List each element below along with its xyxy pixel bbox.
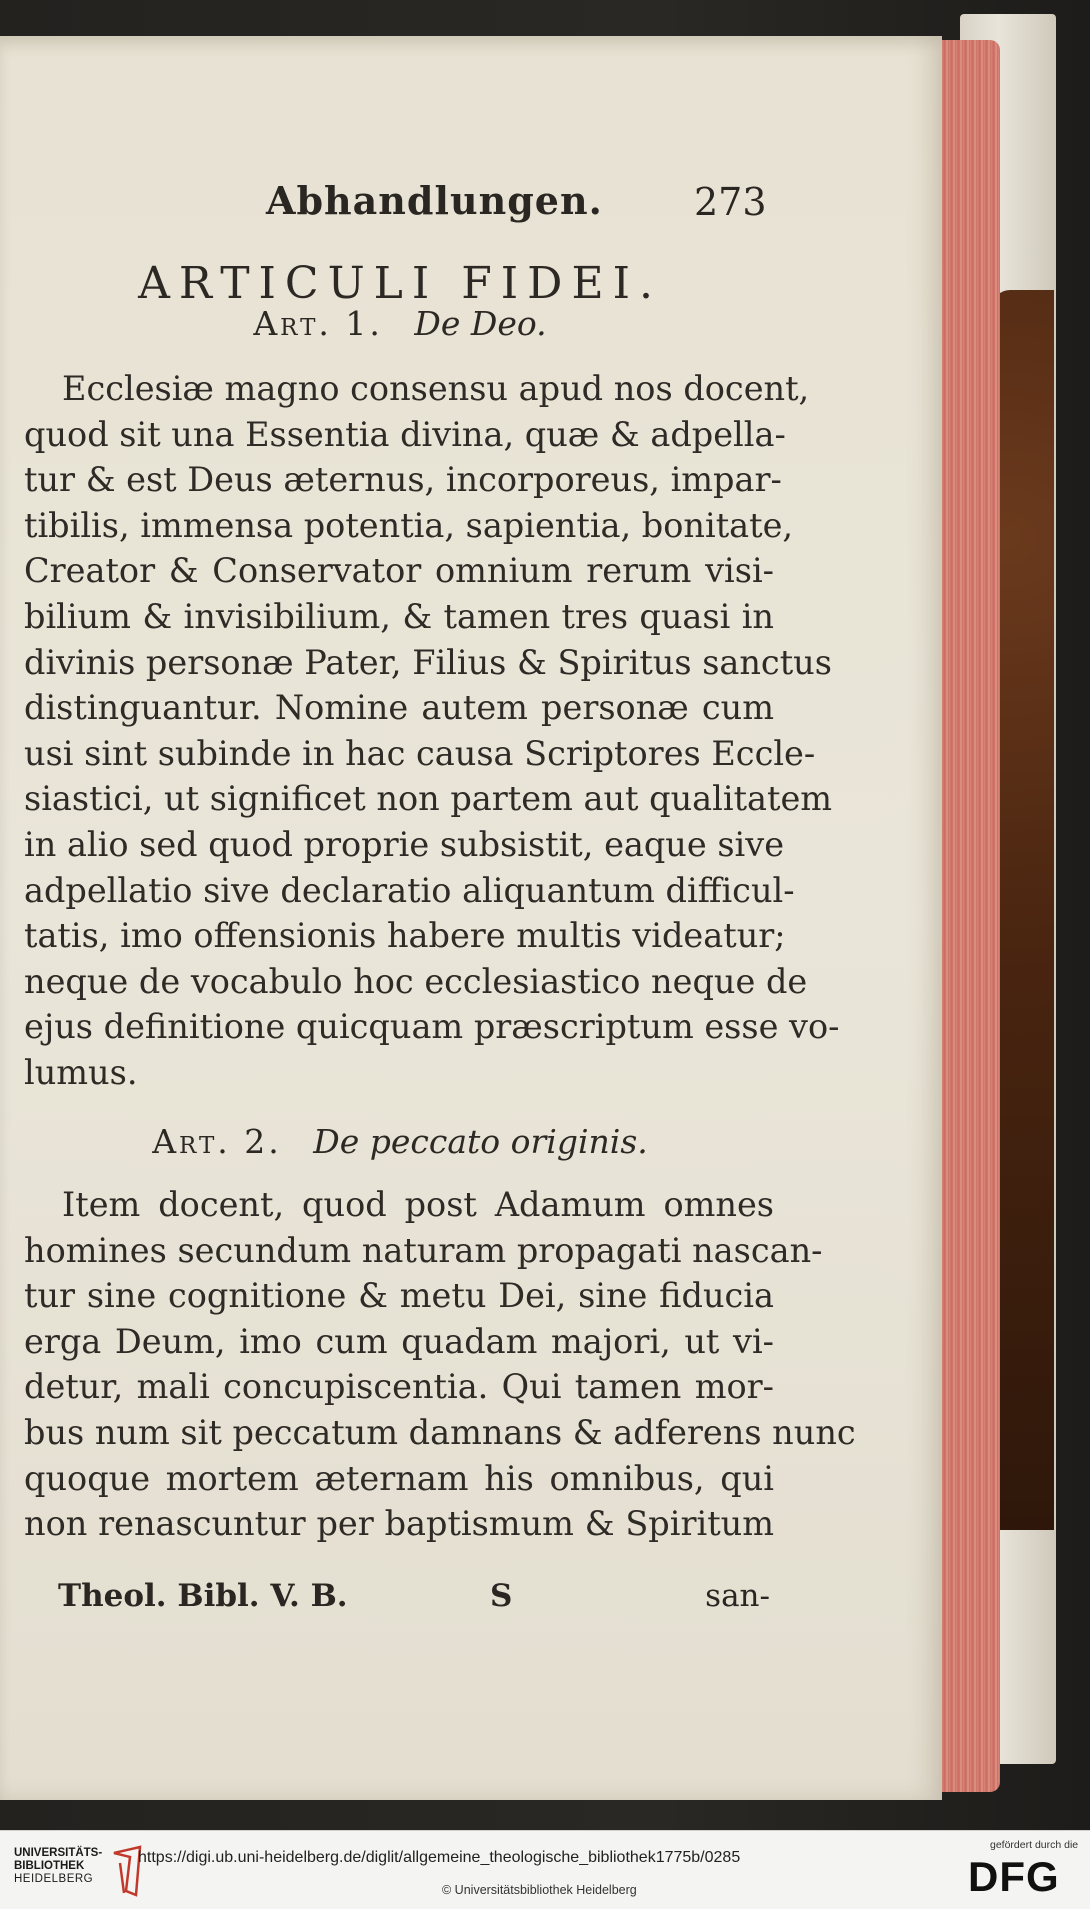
text-line: bilium & invisibilium, & tamen tres quasi in bbox=[24, 596, 774, 636]
article-2-heading bbox=[0, 1122, 800, 1161]
main-title: ARTICULI FIDEI. bbox=[138, 258, 662, 309]
signature-mark: Theol. Bibl. V. B. bbox=[58, 1578, 348, 1614]
running-head bbox=[0, 178, 942, 226]
dfg-logo: DFG bbox=[968, 1853, 1060, 1900]
copyright-notice: © Universitätsbibliothek Heidelberg bbox=[442, 1883, 637, 1897]
text-line: tibilis, immensa potentia, sapientia, bonitate, bbox=[24, 505, 794, 545]
text-line: detur, mali concupiscentia. Qui tamen mor- bbox=[24, 1367, 774, 1407]
catchword: san- bbox=[705, 1578, 770, 1614]
text-line: usi sint subinde in hac causa Scriptores Eccle- bbox=[24, 733, 816, 773]
article-1-text bbox=[24, 366, 840, 1096]
text-line: bus num sit peccatum damnans & adferens nunc bbox=[24, 1412, 856, 1452]
running-head-title: Abhandlungen. bbox=[266, 178, 603, 223]
text-line: tur sine cognitione & metu Dei, sine fiducia bbox=[24, 1276, 774, 1316]
text-line: homines secundum naturam propagati nascan- bbox=[24, 1230, 823, 1270]
leather-binding bbox=[992, 290, 1054, 1530]
text-line: Creator & Conservator omnium rerum visi- bbox=[24, 551, 774, 591]
text-line: adpellatio sive declaratio aliquantum difficul- bbox=[24, 870, 795, 910]
text-line: tatis, imo offensionis habere multis videatur; bbox=[24, 916, 786, 956]
text-line: divinis personæ Pater, Filius & Spiritus sanctus bbox=[24, 642, 832, 682]
book-page bbox=[0, 36, 942, 1800]
text-line: neque de vocabulo hoc ecclesiastico neque de bbox=[24, 961, 808, 1001]
article-2-title: De peccato originis. bbox=[313, 1122, 648, 1161]
funding-note: gefördert durch die bbox=[990, 1839, 1079, 1851]
viewer-footer bbox=[0, 1830, 1090, 1909]
page-number: 273 bbox=[694, 180, 767, 224]
article-1-title: De Deo. bbox=[414, 304, 547, 343]
signature-line bbox=[58, 1578, 770, 1622]
library-logo: UNIVERSITÄTS- BIBLIOTHEK HEIDELBERG bbox=[14, 1847, 103, 1885]
text-line: Ecclesiæ magno consensu apud nos docent, bbox=[62, 369, 810, 408]
text-line: quoque mortem æternam his omnibus, qui bbox=[24, 1458, 774, 1498]
text-line: tur & est Deus æternus, incorporeus, impar- bbox=[24, 460, 782, 500]
text-line: lumus. bbox=[24, 1052, 138, 1092]
article-1-label: Art. 1. bbox=[253, 304, 383, 343]
text-line: in alio sed quod proprie subsistit, eaque sive bbox=[24, 824, 785, 864]
text-line: ejus definitione quicquam præscriptum esse vo- bbox=[24, 1007, 840, 1047]
text-line: non renascuntur per baptismum & Spiritum bbox=[24, 1504, 774, 1544]
permalink-url[interactable]: https://digi.ub.uni-heidelberg.de/diglit/allgemeine_theologische_bibliothek1775b/0285 bbox=[138, 1849, 741, 1866]
text-line: siastici, ut significet non partem aut qualitatem bbox=[24, 779, 833, 819]
article-2-label: Art. 2. bbox=[152, 1122, 282, 1161]
signature-letter: S bbox=[490, 1578, 513, 1614]
article-1-heading bbox=[0, 304, 800, 343]
text-line: distinguantur. Nomine autem personæ cum bbox=[24, 688, 774, 728]
text-line: Item docent, quod post Adamum omnes bbox=[62, 1185, 774, 1224]
text-line: erga Deum, imo cum quadam majori, ut vi- bbox=[24, 1321, 774, 1361]
article-2-text bbox=[24, 1182, 856, 1547]
text-line: quod sit una Essentia divina, quæ & adpella- bbox=[24, 414, 786, 454]
